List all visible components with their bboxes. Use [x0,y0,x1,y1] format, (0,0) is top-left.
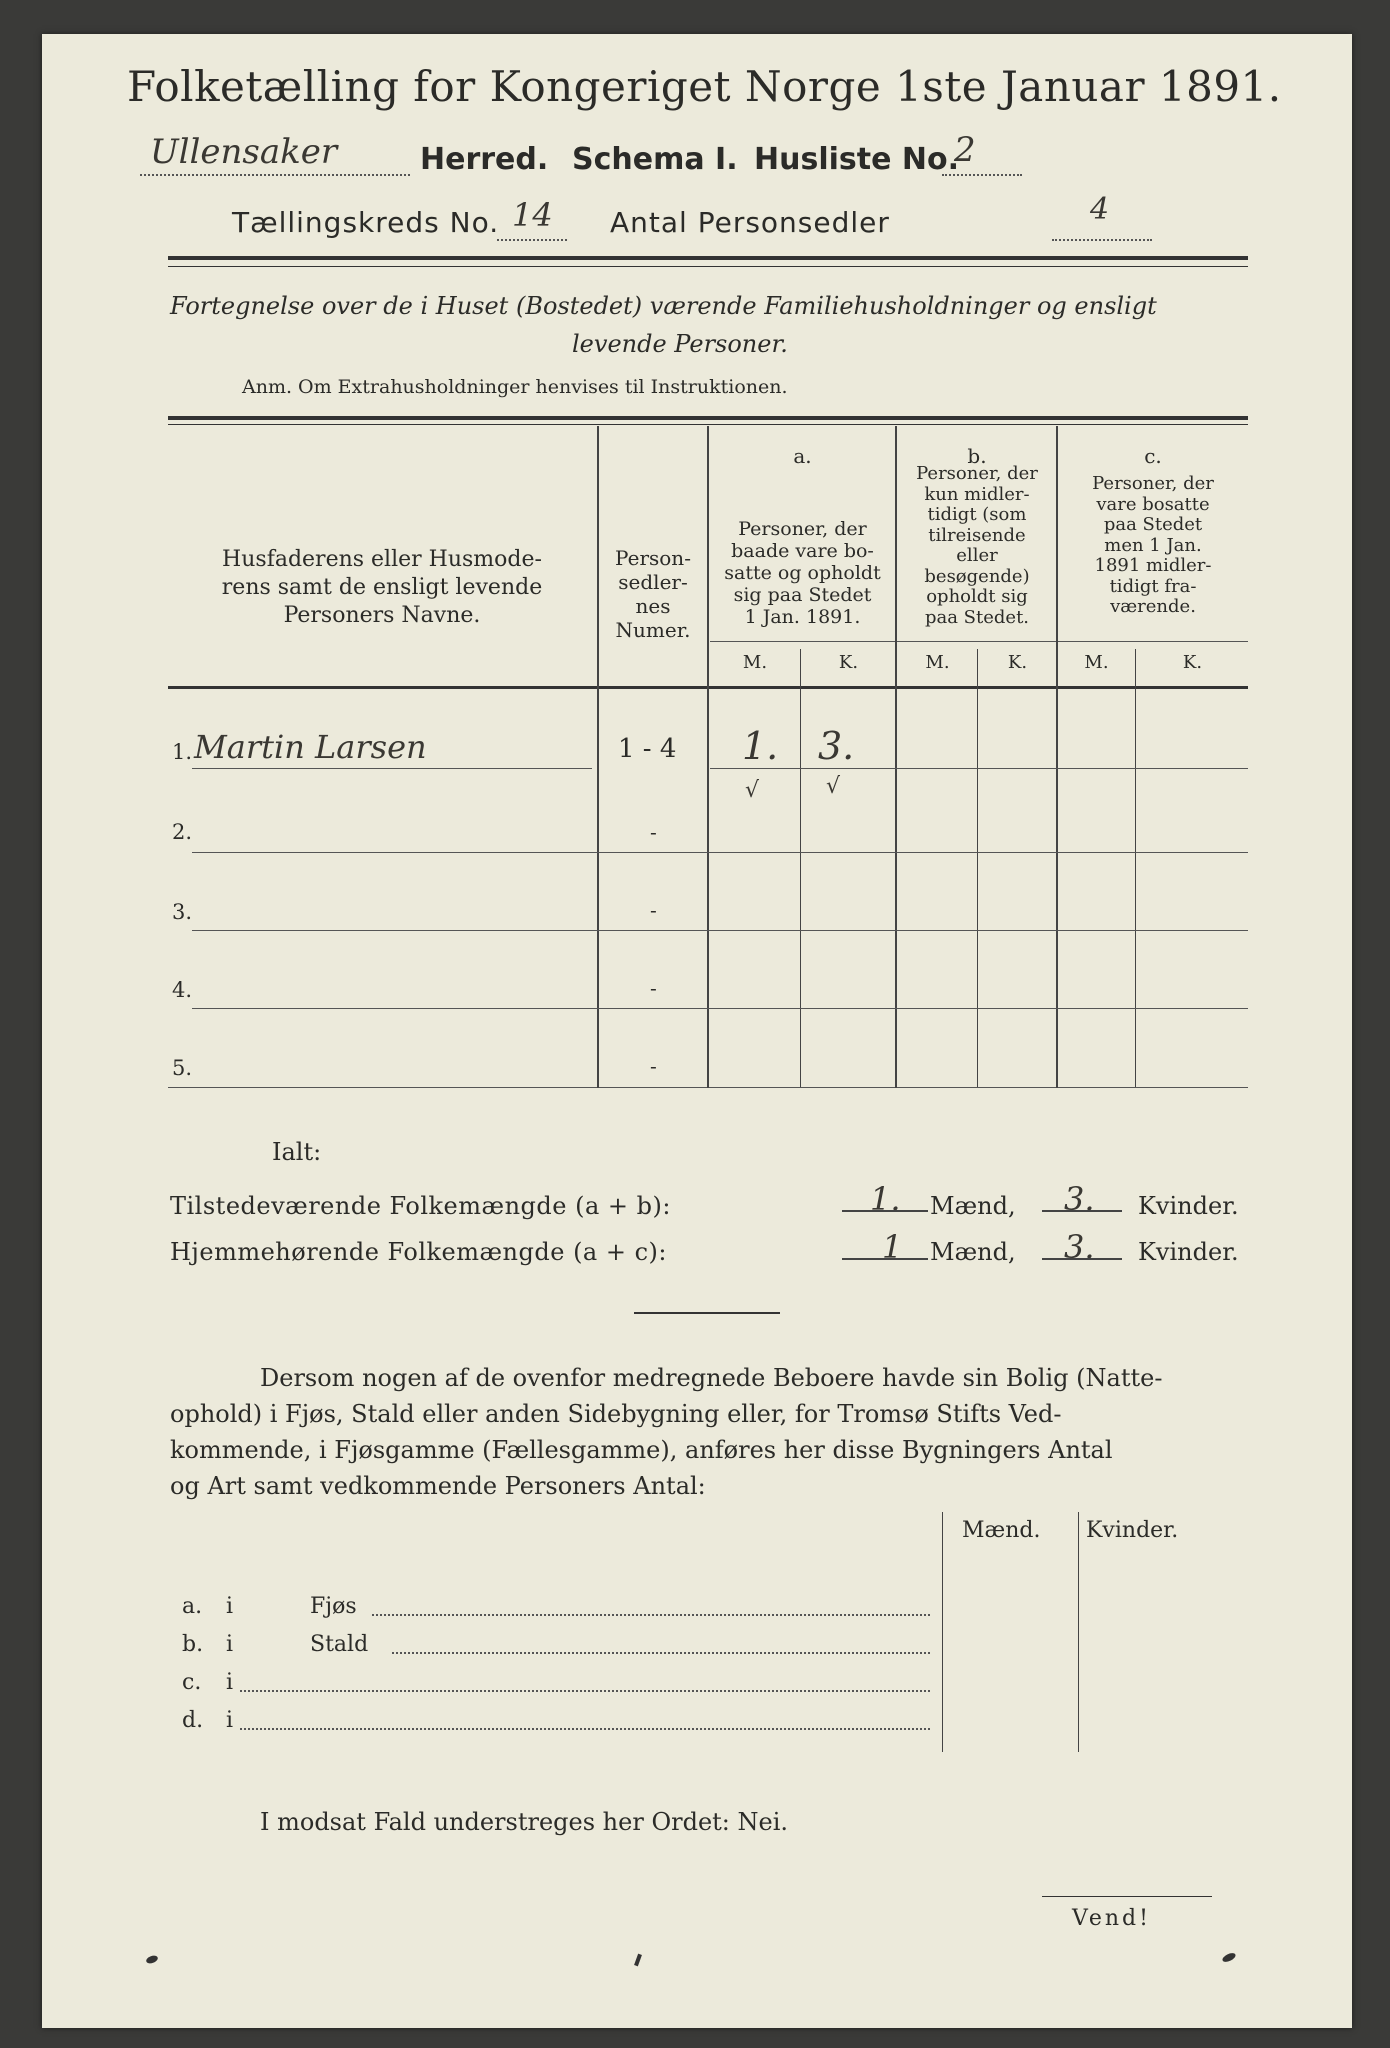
col-divider-a-mk [800,649,801,1087]
col-c-m: M. [1084,652,1109,673]
kreds-dotline [497,239,567,241]
row-1-a-m: 1. [742,724,779,768]
building-a-dots [372,1614,930,1616]
schema-label: Schema I. [572,142,738,177]
vend-rule [1042,1896,1212,1897]
totals-line1-k: 3. [1064,1180,1095,1218]
totals-line2-k: 3. [1064,1228,1095,1266]
totals-line1-m: 1. [870,1180,901,1218]
col-c-letter: c. [1144,444,1162,468]
col-divider-b-mk [977,649,978,1087]
totals-line2-m: 1 [882,1228,903,1266]
totals-line1-m-line [842,1210,928,1212]
kreds-value: 14 [512,196,553,234]
buildings-text-1: Dersom nogen af de ovenfor medregnede Beboere havde sin Bolig (Natte- [260,1364,1163,1392]
row-5-numer: - [650,1054,657,1078]
building-b-prep: i [226,1632,234,1657]
building-b-letter: b. [182,1632,204,1657]
totals-line2-label: Hjemmehørende Folkemængde (a + c): [170,1238,667,1266]
buildings-col-maend: Mænd. [962,1518,1041,1543]
row-4-numer: - [650,976,657,1000]
building-d-letter: d. [182,1708,204,1733]
row-2-line [192,852,1248,853]
separator-short [634,1312,780,1314]
row-1-a-k: 3. [818,724,855,768]
antal-value: 4 [1090,192,1110,227]
row-1-a-m-check: √ [745,778,760,803]
col-divider-a [895,426,897,1088]
herred-value: Ullensaker [150,132,338,172]
col-divider-c-mk [1135,649,1136,1087]
census-form-page [42,34,1352,2028]
col-b-k: K. [1007,652,1028,673]
kreds-label: Tællingskreds No. [232,206,500,239]
totals-line1-label: Tilstedeværende Folkemængde (a + b): [170,1192,671,1220]
building-d-prep: i [226,1708,234,1733]
col-numer-header: Person- sedler- nes Numer. [615,546,691,642]
vend-text: Vend! [1072,1906,1151,1931]
form-title: Folketælling for Kongeriget Norge 1ste Januar 1891. [127,62,1282,111]
row-2-num: 2. [172,820,193,844]
row-4-num: 4. [172,978,193,1002]
speck-right [1221,1951,1237,1963]
totals-line2-maend: Mænd, [930,1238,1016,1266]
buildings-text-3: kommende, i Fjøsgamme (Fællesgamme), anføres her disse Bygningers Antal [170,1436,1113,1464]
col-c-header: Personer, der vare bosatte paa Stedet men 1 Jan. 1891 midler- tidigt fra- værende. [1092,473,1214,617]
intro-note: Anm. Om Extrahusholdninger henvises til Instruktionen. [242,376,788,398]
buildings-divider-2 [1078,1512,1079,1752]
col-b-m: M. [925,652,950,673]
table-top-rule [168,416,1248,420]
row-3-line [192,930,1248,931]
building-a-letter: a. [182,1594,203,1619]
row-5-num: 5. [172,1056,193,1080]
row-1-a-k-check: √ [826,774,841,799]
buildings-divider-1 [942,1512,943,1752]
speck-mid [634,1954,642,1967]
totals-line2-kvinder: Kvinder. [1138,1238,1239,1266]
herred-dotline [140,174,410,176]
herred-label: Herred. [420,142,549,177]
building-d-dots [240,1728,930,1730]
row-2-numer: - [650,820,657,844]
col-c-k: K. [1182,652,1203,673]
buildings-col-kvinder: Kvinder. [1086,1518,1179,1543]
col-a-m: M. [742,652,768,673]
subheader-rule [710,641,1248,642]
row-1-num: 1. [172,740,193,764]
building-a-prep: i [226,1594,234,1619]
row-1-numer: 1 - 4 [618,734,677,764]
header-rule-thin [168,266,1248,267]
col-a-letter: a. [793,444,812,468]
otherwise-text: I modsat Fald understreges her Ordet: Nei. [260,1808,789,1836]
building-a-label: Fjøs [310,1594,357,1619]
totals-line1-k-line [1042,1210,1122,1212]
antal-label: Antal Personsedler [610,206,890,239]
col-name-header: Husfaderens eller Husmode- rens samt de ensligt levende Personers Navne. [221,547,543,628]
row-1-line-cols [710,768,1248,769]
table-top-rule-thin [168,424,1248,425]
row-3-numer: - [650,898,657,922]
ialt-label: Ialt: [272,1138,322,1166]
husliste-value: 2 [954,130,976,170]
speck-left [145,1954,159,1965]
row-4-line [192,1008,1248,1009]
col-b-header: Personer, der kun midler- tidigt (som tilreisende eller besøgende) opholdt sig paa Stedet. [916,463,1038,628]
totals-line1-maend: Mænd, [930,1192,1016,1220]
building-c-prep: i [226,1670,234,1695]
intro-line2: levende Personer. [572,330,788,358]
antal-dotline [1052,239,1152,241]
col-a-k: K. [838,652,859,673]
row-1-name: Martin Larsen [194,728,427,766]
col-divider-name [597,426,599,1088]
totals-line2-k-line [1042,1258,1122,1260]
building-b-label: Stald [310,1632,369,1657]
row-3-num: 3. [172,900,193,924]
husliste-label: Husliste No. [754,142,959,177]
col-a-header: Personer, der baade vare bo- satte og opholdt sig paa Stedet 1 Jan. 1891. [724,518,881,628]
header-rule-thick [168,256,1248,260]
intro-line1: Fortegnelse over de i Huset (Bostedet) værende Familiehusholdninger og ensligt [170,292,1157,320]
totals-line2-m-line [842,1258,928,1260]
totals-line1-kvinder: Kvinder. [1138,1192,1239,1220]
col-divider-numer [707,426,709,1088]
col-b-letter: b. [967,444,987,468]
building-c-dots [240,1690,930,1692]
buildings-text-4: og Art samt vedkommende Personers Antal: [170,1472,706,1500]
building-b-dots [392,1652,930,1654]
buildings-text-2: ophold) i Fjøs, Stald eller anden Sidebygning eller, for Tromsø Stifts Ved- [170,1400,1062,1428]
row-1-line [192,768,592,769]
building-c-letter: c. [182,1670,202,1695]
husliste-dotline [942,174,1022,176]
